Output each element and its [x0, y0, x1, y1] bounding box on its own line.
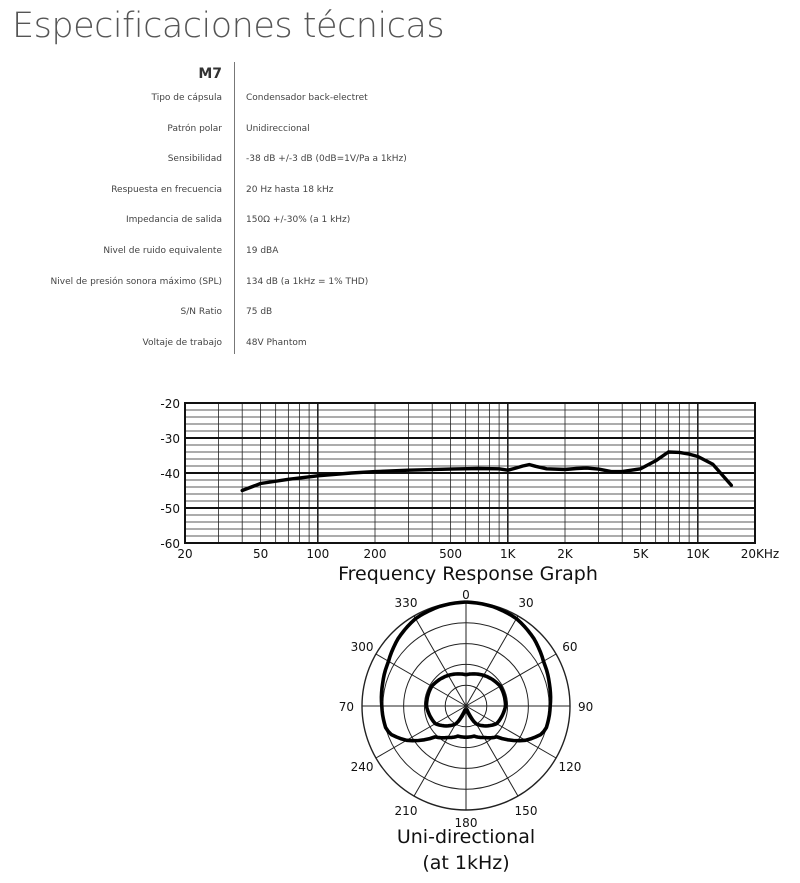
series-line: [242, 452, 731, 491]
polar-title: Uni-directional: [396, 826, 536, 848]
x-tick-label: 20KHz: [740, 547, 780, 561]
spec-value: 48V Phantom: [246, 337, 307, 348]
spec-value: 20 Hz hasta 18 kHz: [246, 184, 334, 195]
spec-label: Patrón polar: [167, 123, 222, 134]
spec-value: 134 dB (a 1kHz = 1% THD): [246, 276, 369, 287]
spec-value: 75 dB: [246, 307, 273, 318]
angle-label: 300: [350, 640, 374, 654]
page-title: Especificaciones técnicas: [12, 6, 445, 46]
x-tick-label: 2K: [557, 547, 573, 561]
spec-label: Nivel de ruido equivalente: [103, 246, 222, 256]
spec-value: 19 dBA: [246, 246, 279, 256]
y-tick-label: -20: [160, 397, 180, 411]
spec-label: S/N Ratio: [180, 307, 222, 318]
x-tick-label: 500: [439, 547, 463, 561]
spec-label: Respuesta en frecuencia: [111, 184, 222, 195]
angle-label: 120: [558, 760, 582, 774]
spec-label: Voltaje de trabajo: [142, 337, 222, 348]
spec-value: 150Ω +/-30% (a 1 kHz): [246, 215, 351, 226]
x-tick-label: 50: [252, 547, 269, 561]
chart-title: Frequency Response Graph: [338, 563, 598, 585]
y-tick-label: -30: [160, 432, 180, 446]
angle-label: 150: [514, 803, 538, 818]
x-tick-label: 100: [306, 547, 330, 561]
spec-value: Condensador back-electret: [246, 93, 368, 103]
spec-label: Nivel de presión sonora máximo (SPL): [50, 276, 222, 287]
graphs-area: [0, 390, 800, 594]
angle-label: 330: [394, 596, 418, 611]
angle-label: 0: [462, 590, 470, 602]
polar-spoke: [466, 616, 518, 706]
y-tick-label: -60: [160, 537, 180, 551]
x-tick-label: 10K: [686, 547, 710, 561]
x-tick-label: 200: [363, 547, 387, 561]
angle-label: 60: [562, 640, 578, 654]
spec-divider: [234, 62, 235, 354]
polar-spoke: [414, 616, 466, 706]
x-tick-label: 1K: [500, 547, 516, 561]
spec-label: Impedancia de salida: [126, 215, 222, 226]
polar-pattern-chart: [0, 590, 800, 883]
angle-label: 180: [454, 816, 478, 830]
angle-label: 90: [578, 700, 594, 714]
spec-label: Tipo de cápsula: [151, 93, 222, 103]
y-tick-label: -50: [160, 502, 180, 516]
y-tick-label: -40: [160, 467, 180, 481]
angle-label: 210: [394, 803, 418, 818]
angle-label: 30: [518, 596, 534, 611]
frequency-response-chart: [0, 390, 800, 590]
angle-label: 70: [338, 700, 354, 714]
spec-value: -38 dB +/-3 dB (0dB=1V/Pa a 1kHz): [246, 154, 407, 165]
angle-label: 240: [350, 760, 374, 774]
polar-subtitle: (at 1kHz): [422, 852, 510, 874]
spec-value: Unidireccional: [246, 123, 310, 134]
x-tick-label: 20: [177, 547, 193, 561]
spec-label: Sensibilidad: [167, 154, 222, 165]
x-tick-label: 5K: [632, 547, 649, 561]
model-name: M7: [198, 66, 222, 82]
